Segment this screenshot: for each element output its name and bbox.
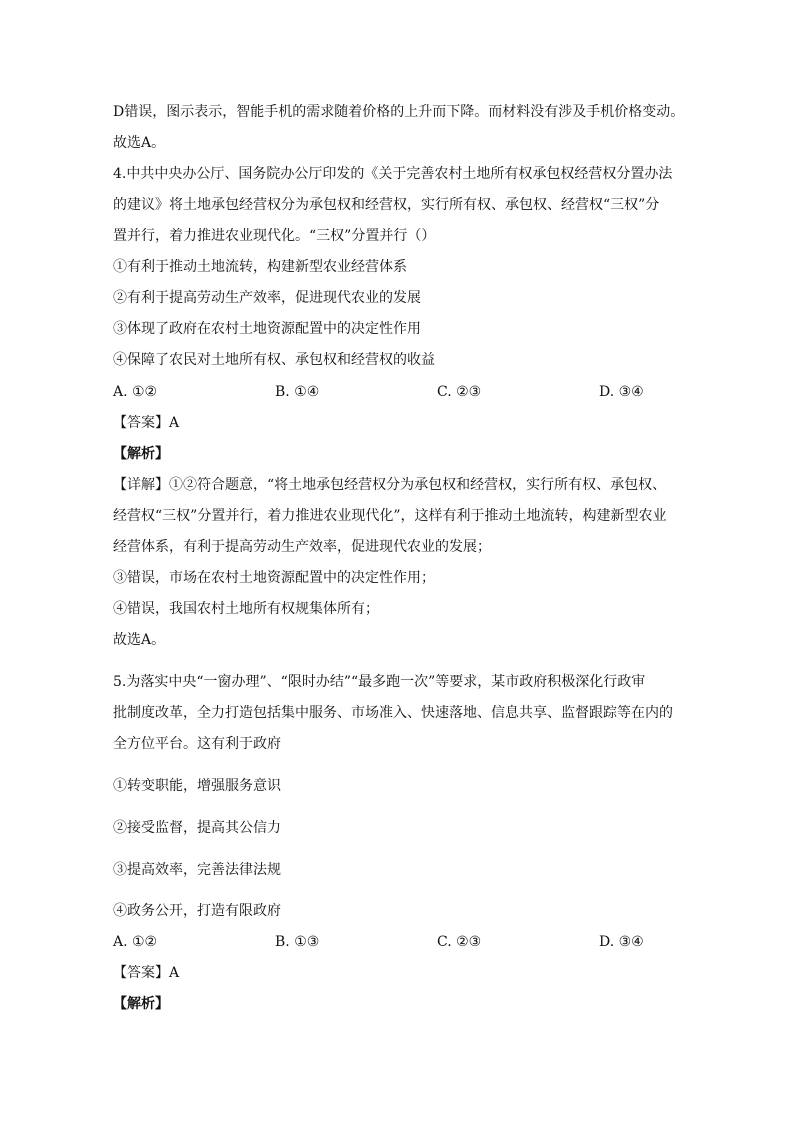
q4-item-2: ②有利于提高劳动生产效率，促进现代农业的发展	[113, 290, 421, 306]
q4-option-b: B. ①④	[275, 384, 320, 400]
q4-stem-line-1: 4.中共中央办公厅、国务院办公厅印发的《关于完善农村土地所有权承包权经营权分置办法	[113, 166, 673, 182]
q4-item-4: ④保障了农民对土地所有权、承包权和经营权的收益	[113, 352, 435, 368]
q4-item-3: ③体现了政府在农村土地资源配置中的决定性作用	[113, 321, 421, 337]
q4-stem-line-3: 置并行，着力推进农业现代化。“三权”分置并行（）	[113, 228, 436, 244]
q4-stem-line-2: 的建议》将土地承包经营权分为承包权和经营权，实行所有权、承包权、经营权“三权”分	[113, 197, 660, 213]
q5-item-2: ②接受监督，提高其公信力	[113, 820, 281, 836]
q5-option-c: C. ②③	[437, 934, 482, 950]
q4-detail-line-3: 经营体系，有利于提高劳动生产效率，促进现代农业的发展；	[113, 539, 491, 555]
q5-analysis-label: 【解析】	[113, 996, 169, 1012]
q5-item-1: ①转变职能，增强服务意识	[113, 778, 281, 794]
q4-item-1: ①有利于推动土地流转，构建新型农业经营体系	[113, 259, 407, 275]
q4-conclusion: 故选A。	[113, 632, 166, 648]
q4-answer: 【答案】A	[113, 415, 180, 431]
q5-option-a: A. ①②	[113, 934, 158, 950]
q4-analysis-label: 【解析】	[113, 446, 169, 462]
q5-stem-line-1: 5.为落实中央“一窗办理”、“限时办结”“最多跑一次”等要求，某市政府积极深化行政审	[113, 674, 646, 690]
q4-detail-line-1: 【详解】①②符合题意，“将土地承包经营权分为承包权和经营权，实行所有权、承包权、	[113, 477, 667, 493]
q5-option-b: B. ①③	[275, 934, 320, 950]
q5-stem-line-2: 批制度改革，全力打造包括集中服务、市场准入、快速落地、信息共享、监督跟踪等在内的	[113, 705, 673, 721]
q3-explanation-line: D错误，图示表示，智能手机的需求随着价格的上升而下降。而材料没有涉及手机价格变动。	[113, 104, 685, 120]
q5-option-d: D. ③④	[599, 934, 644, 950]
q5-answer: 【答案】A	[113, 965, 180, 981]
q4-detail-line-4: ③错误，市场在农村土地资源配置中的决定性作用；	[113, 570, 435, 586]
q5-stem-line-3: 全方位平台。这有利于政府	[113, 736, 281, 752]
q4-detail-line-2: 经营权“三权”分置并行，着力推进农业现代化”，这样有利于推动土地流转，构建新型农业	[113, 508, 667, 524]
q4-detail-line-5: ④错误，我国农村土地所有权规集体所有；	[113, 601, 379, 617]
q4-option-a: A. ①②	[113, 384, 158, 400]
q4-option-c: C. ②③	[437, 384, 482, 400]
q4-option-d: D. ③④	[599, 384, 644, 400]
q5-item-3: ③提高效率，完善法律法规	[113, 862, 281, 878]
q3-conclusion: 故选A。	[113, 135, 166, 151]
q5-item-4: ④政务公开，打造有限政府	[113, 903, 281, 919]
